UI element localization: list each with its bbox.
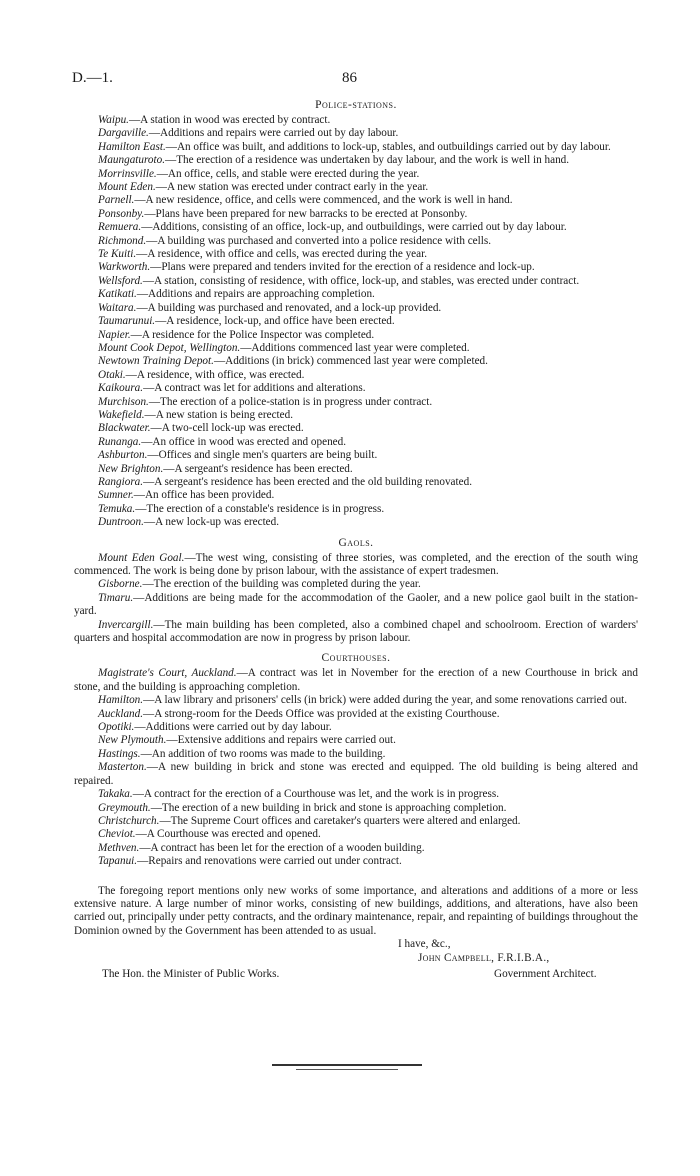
report-entry <box>74 288 638 301</box>
entry-description: —A building was purchased and converted into a police residence with cells. <box>146 234 492 247</box>
entry-place-name: Magistrate's Court, Auckland. <box>98 667 237 680</box>
report-entry <box>74 436 638 449</box>
report-entry <box>74 382 638 395</box>
report-entry <box>74 422 638 435</box>
report-entry <box>74 708 638 721</box>
report-entry <box>74 181 638 194</box>
report-entry <box>74 802 638 815</box>
entry-description: —An office has been provided. <box>133 489 275 502</box>
entry-description: —Additions (in brick) commenced last year were completed. <box>213 355 488 368</box>
entry-description: —A residence, with office, was erected. <box>125 368 305 381</box>
section-title-courthouses: Courthouses. <box>321 652 391 665</box>
entry-description: —A two-cell lock-up was erected. <box>150 422 304 435</box>
report-entry <box>74 761 638 788</box>
report-entry <box>74 342 638 355</box>
entry-place-name: Methven. <box>98 841 140 854</box>
signer-name: John Campbell, F.R.I.B.A., <box>418 952 550 965</box>
entry-place-name: Waitara. <box>98 301 137 314</box>
entry-description: —Additions were carried out by day labour. <box>134 721 332 734</box>
entry-place-name: Warkworth. <box>98 261 151 274</box>
report-entry <box>74 315 638 328</box>
entry-place-name: Kaikoura. <box>98 382 144 395</box>
entry-place-name: Remuera. <box>98 221 142 234</box>
entry-description: —A station in wood was erected by contract. <box>128 114 331 126</box>
report-entry <box>74 194 638 207</box>
report-entry <box>74 127 638 140</box>
entry-place-name: Waipu. <box>98 114 129 126</box>
report-entry <box>74 552 638 579</box>
entry-place-name: Tapanui. <box>98 855 138 868</box>
entry-description: —The erection of the building was completed during the year. <box>142 578 421 591</box>
entry-place-name: Temuka. <box>98 502 136 515</box>
entry-place-name: New Plymouth. <box>98 734 167 747</box>
entry-place-name: Ashburton. <box>98 449 148 462</box>
entry-place-name: Richmond. <box>98 234 147 247</box>
entry-description: —Offices and single men's quarters are being built. <box>147 449 378 462</box>
entry-place-name: Sumner. <box>98 489 134 502</box>
report-entry <box>74 516 638 529</box>
entry-place-name: Taumarunui. <box>98 315 156 328</box>
entry-place-name: Parnell. <box>98 194 135 207</box>
entry-description: —An office was built, and additions to lock-up, stables, and outbuildings carried out by day labour. <box>165 140 611 153</box>
entry-description: —Additions, consisting of an office, lock-up, and outbuildings, were carried out by day labour. <box>141 221 567 234</box>
entry-description: —An addition of two rooms was made to the building. <box>140 747 386 760</box>
entry-description: —A law library and prisoners' cells (in brick) were added during the year, and some renovations carried out. <box>143 694 628 707</box>
entry-description: —A sergeant's residence has been erected. <box>163 462 353 475</box>
entry-description: —The west wing, consisting of three stories, was completed, and the erection of the south wing commenced. The work is being done by prison labour, with the assistance of expert tradesmen. <box>74 551 638 577</box>
entry-description: —A contract has been let for the erection of a wooden building. <box>139 841 425 854</box>
entry-description: —A contract for the erection of a Courthouse was let, and the work is in progress. <box>132 788 499 801</box>
report-entry <box>74 842 638 855</box>
signature-block <box>74 938 638 1000</box>
report-entry <box>74 208 638 221</box>
report-entry <box>74 476 638 489</box>
entry-place-name: Te Kuiti. <box>98 248 137 261</box>
report-entry <box>74 667 638 694</box>
entry-place-name: Katikati. <box>98 288 137 301</box>
report-entry <box>74 114 638 127</box>
entry-description: —A contract was let for additions and alterations. <box>143 382 366 395</box>
entry-description: —The erection of a police-station is in progress under contract. <box>148 395 433 408</box>
entry-description: —Repairs and renovations were carried out under contract. <box>137 855 402 868</box>
report-entry <box>74 168 638 181</box>
report-entry <box>74 489 638 502</box>
page-number: 86 <box>342 70 357 86</box>
entry-place-name: Gisborne. <box>98 578 143 591</box>
entry-place-name: Invercargill. <box>98 618 154 631</box>
entry-place-name: Duntroon. <box>98 516 144 529</box>
end-rule-thin <box>296 1069 398 1070</box>
report-entry <box>74 619 638 646</box>
entry-place-name: Wakefield. <box>98 408 145 421</box>
entry-description: —A residence, with office and cells, was erected during the year. <box>136 248 428 261</box>
entry-description: —The Supreme Court offices and caretaker's quarters were altered and enlarged. <box>159 814 521 827</box>
entry-place-name: Hastings. <box>98 747 141 760</box>
entry-place-name: Takaka. <box>98 788 133 801</box>
entry-place-name: Ponsonby. <box>98 207 145 220</box>
entry-place-name: Hamilton. <box>98 694 144 707</box>
section-title-police-stations: Police-stations. <box>315 99 397 111</box>
report-entry <box>74 275 638 288</box>
report-entry <box>74 141 638 154</box>
report-entry <box>74 154 638 167</box>
entry-description: —A new station is being erected. <box>144 408 294 421</box>
report-entry <box>74 409 638 422</box>
report-entry <box>74 503 638 516</box>
entry-description: —Additions and repairs are approaching completion. <box>136 288 375 301</box>
entry-description: —The erection of a residence was undertaken by day labour, and the work is well in hand. <box>165 154 570 167</box>
report-entry <box>74 355 638 368</box>
entry-description: —A Courthouse was erected and opened. <box>135 828 321 841</box>
report-entry <box>74 235 638 248</box>
entry-description: —A station, consisting of residence, with office, lock-up, and stables, was erected under contract. <box>142 274 580 287</box>
entry-place-name: Napier. <box>98 328 131 341</box>
entry-place-name: Morrinsville. <box>98 167 157 180</box>
entry-description: —A new residence, office, and cells were commenced, and the work is well in hand. <box>134 194 513 207</box>
salutation: I have, &c., <box>398 938 451 951</box>
report-entry <box>74 828 638 841</box>
report-entry <box>74 261 638 274</box>
report-entry <box>74 248 638 261</box>
entry-place-name: Dargaville. <box>98 127 149 140</box>
signer-title: Government Architect. <box>494 968 597 981</box>
entry-place-name: Mount Eden Goal. <box>98 551 185 564</box>
entry-place-name: Mount Cook Depot, Wellington. <box>98 341 241 354</box>
report-entry <box>74 369 638 382</box>
report-entry <box>74 694 638 707</box>
entry-description: —A building was purchased and renovated, and a lock-up provided. <box>136 301 442 314</box>
entry-description: —The erection of a constable's residence is in progress. <box>135 502 385 515</box>
entry-description: —An office, cells, and stable were erected during the year. <box>156 167 420 180</box>
entry-place-name: Christchurch. <box>98 814 160 827</box>
entry-place-name: Timaru. <box>98 591 134 604</box>
entry-place-name: Wellsford. <box>98 274 143 287</box>
entry-place-name: Murchison. <box>98 395 149 408</box>
section-title-gaols: Gaols. <box>338 536 374 549</box>
entry-place-name: Greymouth. <box>98 801 151 814</box>
entry-description: —The main building has been completed, also a combined chapel and schoolroom. Erection of warders' quarters and hospital accommodation are now in progress by prison labour. <box>74 618 638 645</box>
addressee: The Hon. the Minister of Public Works. <box>102 968 280 981</box>
entry-place-name: Runanga. <box>98 435 142 448</box>
document-reference: D.—1. <box>72 70 113 86</box>
entry-description: —A strong-room for the Deeds Office was provided at the existing Courthouse. <box>143 707 500 720</box>
entry-description: —Plans were prepared and tenders invited for the erection of a residence and lock-up. <box>150 261 535 274</box>
entry-place-name: Rangiora. <box>98 475 144 488</box>
entry-description: —A residence for the Police Inspector was completed. <box>130 328 375 341</box>
entry-description: —Plans have been prepared for new barracks to be erected at Ponsonby. <box>144 207 468 220</box>
report-entry <box>74 578 638 591</box>
entry-description: —A new station was erected under contract early in the year. <box>155 181 429 194</box>
closing-paragraph: The foregoing report mentions only new works of some importance, and alterations and additions of a more or less extensive nature. A large number of minor works, consisting of new buildings, additions, and alterations, have also been carried out, principally under petty contracts, and the ordinary maintenance, repair, and repainting of buildings throughout the Dominion owned by the Government has been attended to as usual. <box>74 884 638 937</box>
entry-place-name: Cheviot. <box>98 828 136 841</box>
entry-description: —A contract was let in November for the erection of a new Courthouse in brick and stone, and the building is approaching completion. <box>74 667 638 693</box>
entry-place-name: Hamilton East. <box>98 140 166 153</box>
entry-description: —Extensive additions and repairs were carried out. <box>166 734 396 747</box>
report-entry <box>74 302 638 315</box>
report-entry <box>74 463 638 476</box>
report-entry <box>74 396 638 409</box>
entry-place-name: Maungaturoto. <box>98 154 166 167</box>
entry-description: —A new lock-up was erected. <box>143 516 280 529</box>
entry-place-name: Masterton. <box>98 761 147 774</box>
entry-place-name: Mount Eden. <box>98 181 156 194</box>
entry-place-name: Newtown Training Depot. <box>98 355 214 368</box>
entry-place-name: Blackwater. <box>98 422 151 435</box>
report-entry <box>74 734 638 747</box>
entry-description: —The erection of a new building in brick and stone is approaching completion. <box>150 801 507 814</box>
courthouses-list <box>74 667 638 868</box>
entry-description: —A residence, lock-up, and office have been erected. <box>155 315 395 328</box>
end-rule <box>272 1064 422 1066</box>
report-entry <box>74 815 638 828</box>
report-entry <box>74 329 638 342</box>
report-entry <box>74 748 638 761</box>
report-entry <box>74 449 638 462</box>
police-stations-list <box>74 114 638 530</box>
report-entry <box>74 855 638 868</box>
report-entry <box>74 721 638 734</box>
report-entry <box>74 592 638 619</box>
entry-place-name: Auckland. <box>98 707 144 720</box>
entry-description: —A sergeant's residence has been erected and the old building renovated. <box>143 475 472 488</box>
report-body <box>74 96 638 1000</box>
entry-description: —An office in wood was erected and opened. <box>141 435 347 448</box>
entry-place-name: New Brighton. <box>98 462 164 475</box>
entry-description: —A new building in brick and stone was erected and equipped. The old building is being altered and repaired. <box>74 761 638 787</box>
entry-place-name: Opotiki. <box>98 721 135 734</box>
entry-description: —Additions are being made for the accommodation of the Gaoler, and a new police gaol built in the station-yard. <box>74 591 638 618</box>
entry-place-name: Otaki. <box>98 368 126 381</box>
gaols-list <box>74 552 638 646</box>
report-entry <box>74 788 638 801</box>
entry-description: —Additions commenced last year were completed. <box>240 341 470 354</box>
report-entry <box>74 221 638 234</box>
entry-description: —Additions and repairs were carried out by day labour. <box>148 127 399 140</box>
